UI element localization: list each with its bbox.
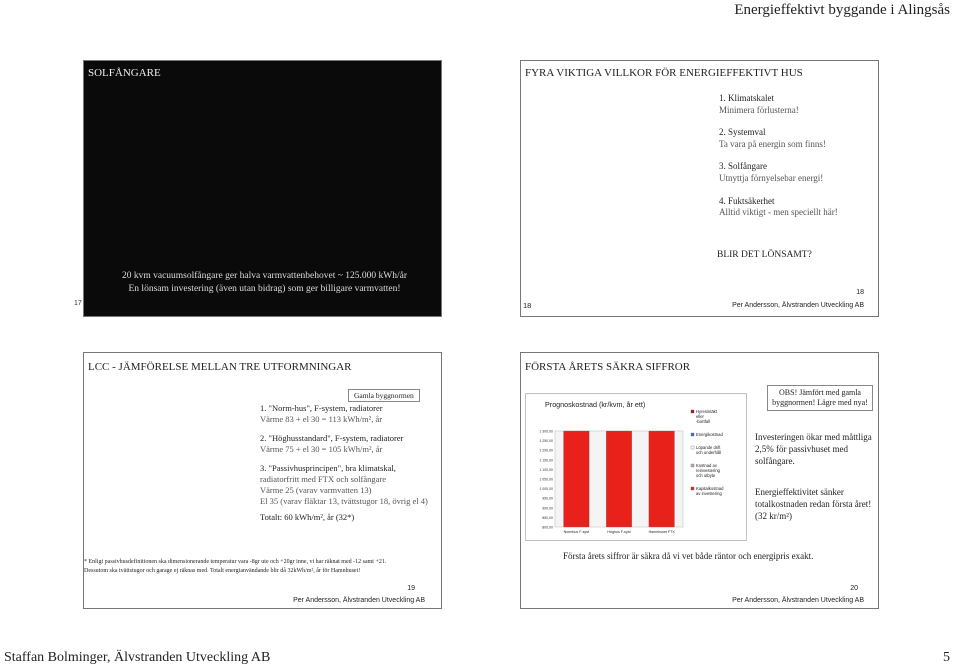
slide-17 (74, 60, 442, 317)
footnote-line-2: Dessutom ska tvättstugor och garage ej räknas med. Totalt energianvändande blir då 32kWh/m², år för Hamnhuset! (84, 568, 361, 574)
y-tick-label: 1 150,00 (539, 458, 553, 463)
y-tick-label: 800,00 (542, 525, 553, 530)
legend-label: av investering (696, 491, 722, 496)
slide-author: Per Andersson, Älvstranden Utveckling AB (293, 597, 425, 604)
y-tick-label: 1 300,00 (539, 429, 553, 434)
slide-number: 17 (74, 300, 82, 307)
slide-number: 19 (407, 585, 415, 592)
list-item: 4. Fuktsäkerhet Alltid viktigt - men speciellt här! (719, 195, 838, 218)
y-tick-label: 900,00 (542, 506, 553, 511)
footnote (84, 558, 429, 576)
y-tick-label: 1 250,00 (539, 439, 553, 444)
y-tick-label: 1 200,00 (539, 448, 553, 453)
slide-title: SOLFÅNGARE (88, 67, 161, 79)
question-text: BLIR DET LÖNSAMT? (717, 250, 812, 260)
slide-19 (83, 352, 442, 609)
slide-20 (520, 352, 879, 609)
list-item: 3. Solfångare Utnyttja förnyelsebar energi! (719, 161, 824, 183)
slide-number: 18 (523, 301, 532, 310)
legend-label: och underhåll (696, 450, 722, 455)
slide-caption (92, 270, 437, 296)
efficiency-note: Energieffektivitet sänker totalkostnaden redan första året! (32 kr/m²) (755, 487, 872, 521)
legend-label: eller (696, 414, 704, 419)
conditions-list (719, 93, 838, 219)
option-1-value: Värme 83 + el 30 = 113 kWh/m², år (260, 414, 383, 424)
slide-author: Per Andersson, Älvstranden Utveckling AB (732, 597, 864, 604)
y-tick-label: 1 050,00 (539, 477, 553, 482)
bar-segment (564, 431, 590, 527)
slide-title: LCC - JÄMFÖRELSE MELLAN TRE UTFORMNINGAR (88, 361, 352, 373)
y-tick-label: 1 000,00 (539, 487, 553, 492)
norm-badge: Gamla byggnormen (348, 389, 420, 402)
bottom-note: Första årets siffror är säkra då vi vet både räntor och energipris exakt. (563, 551, 814, 561)
chart-title: Prognoskostnad (kr/kvm, år ett) (545, 400, 646, 409)
legend-label: Kapitalkostnad (696, 486, 724, 491)
cost-chart (525, 393, 747, 541)
slide-title: FÖRSTA ÅRETS SÄKRA SIFFROR (525, 361, 691, 373)
legend-label: Energikostnad (696, 432, 723, 437)
slide-number-right: 18 (856, 289, 864, 296)
legend-swatch (691, 446, 694, 449)
option-2-value: Värme 75 + el 30 = 105 kWh/m², år (260, 444, 383, 454)
comparison-text (260, 403, 438, 523)
x-tick-label: Höghus F-syst (607, 530, 631, 534)
caption-line-1: 20 kvm vacuumsolfångare ger halva varmvattenbehovet ~ 125.000 kWh/år (121, 271, 408, 281)
x-tick-label: Hamnhuset FTX (648, 530, 675, 534)
bar-segment (649, 431, 675, 527)
slide-number: 20 (850, 585, 858, 592)
y-tick-label: 850,00 (542, 515, 553, 520)
option-3-line-4: El 35 (varav fläktar 13, tvättstugor 18, övrig el 4) (260, 496, 428, 506)
x-tick-label: Normhus F-syst (563, 530, 590, 534)
legend-label: -bortfall (696, 419, 710, 424)
slide-title: FYRA VIKTIGA VILLKOR FÖR ENERGIEFFEKTIVT HUS (525, 67, 803, 79)
bar-segment (606, 431, 632, 527)
slide-author: Per Andersson, Älvstranden Utveckling AB (732, 302, 864, 309)
list-item: 1. Klimatskalet Minimera förlusterna! (719, 93, 799, 115)
option-3-total: Totalt: 60 kWh/m², år (32*) (260, 512, 355, 522)
y-tick-label: 950,00 (542, 496, 553, 501)
option-3-line-3: Värme 25 (varav varmvatten 13) (260, 485, 372, 495)
y-tick-label: 1 100,00 (539, 467, 553, 472)
legend-label: och utbyte (696, 473, 716, 478)
page-header: Energieffektivt byggande i Alingsås (734, 2, 950, 18)
investment-note: Investeringen ökar med måttliga 2,5% för passivhuset med solfångare. (755, 432, 872, 466)
obs-note: OBS! Jämfört med gamla byggnormen! Lägre med nya! (767, 385, 873, 411)
legend-swatch (691, 487, 694, 490)
legend-swatch (691, 433, 694, 436)
legend-swatch (691, 410, 694, 413)
slide-18 (520, 60, 879, 317)
option-3-line-2: radiatorfritt med FTX och solfångare (260, 474, 387, 484)
footnote-line-1: * Enligt passivhusdefinitionen ska dimensionerande temperatur vara -8gr ute och +20gr inne, vi har räknat med -12 samt +21. (84, 559, 387, 565)
legend-label: Kostnad av (696, 463, 717, 468)
legend-label: Löpande drift (696, 445, 721, 450)
legend-label: reinvestering (696, 468, 720, 473)
legend-label: Hyresintäkt (696, 409, 717, 414)
option-3-head: 3. "Passivhusprincipen", bra klimatskal, (260, 463, 396, 473)
footer-page: 5 (943, 650, 950, 665)
option-2-head: 2. "Höghusstandard", F-system, radiatorer (260, 433, 404, 443)
footer-author: Staffan Bolminger, Älvstranden Utveckling AB (4, 650, 271, 665)
legend-swatch (691, 464, 694, 467)
caption-line-2: En lönsam investering (även utan bidrag) som ger billigare varmvatten! (128, 284, 401, 294)
list-item: 2. Systemval Ta vara på energin som finns! (719, 127, 826, 149)
option-1-head: 1. "Norm-hus", F-system, radiatorer (260, 403, 383, 413)
